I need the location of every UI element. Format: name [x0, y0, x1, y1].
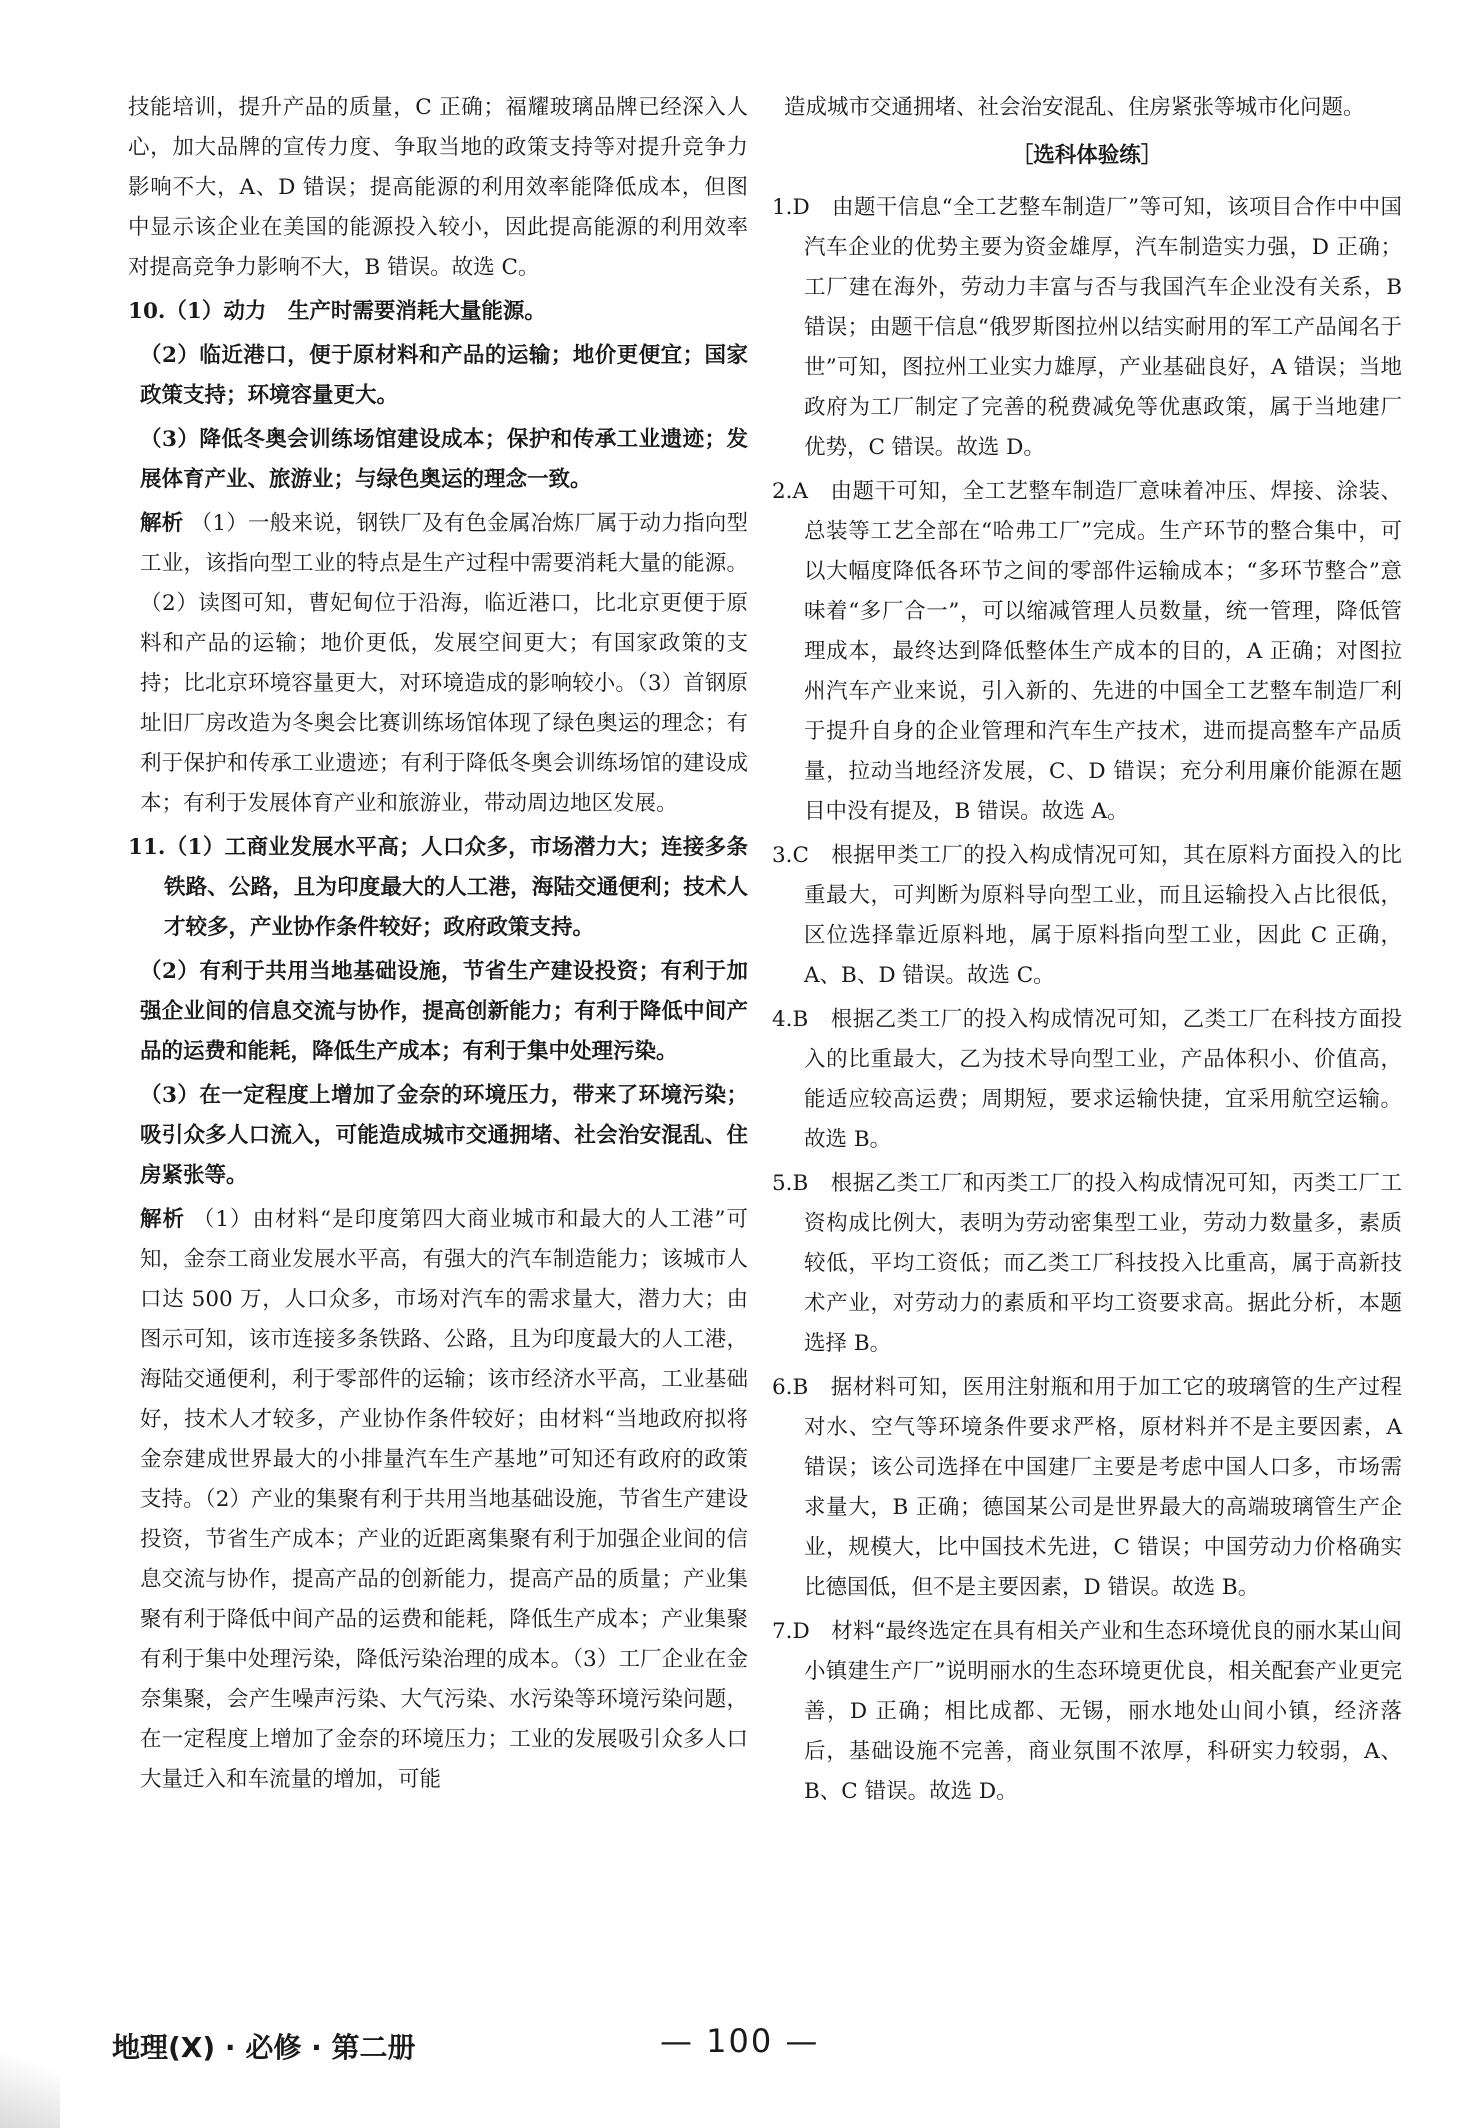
q5-answer: 5.B 根据乙类工厂和丙类工厂的投入构成情况可知，丙类工厂工资构成比例大，表明为劳动密集型工业，劳动力数量多，素质较低，平均工资低；而乙类工厂科技投入比重高，属于高新技术产业，对劳动力的素质和平均工资要求高。据此分析，本题选择 B。 [772, 1171, 1402, 1356]
section-title: ［选科体验练］ [1011, 143, 1163, 168]
q2-answer: 2.A 由题干可知，全工艺整车制造厂意味着冲压、焊接、涂装、总装等工艺全部在“哈弗工厂”完成。生产环节的整合集中，可以大幅度降低各环节之间的零部件运输成本；“多环节整合”意味着“多厂合一”，可以缩减管理人员数量，统一管理，降低管理成本，最终达到降低整体生产成本的目的，A 正确；对图拉州汽车产业来说，引入新的、先进的中国全工艺整车制造厂利于提升自身的企业管理和汽车生产技术，进而提高整车产品质量，拉动当地经济发展，C、D 错误；充分利用廉价能源在题目中没有提及，B 错误。故选 A。 [772, 479, 1402, 824]
q10-answer-3: （3）降低冬奥会训练场馆建设成本；保护和传承工业遗迹；发展体育产业、旅游业；与绿色奥运的理念一致。 [140, 427, 748, 492]
q10-answer-1: 10.（1）动力 生产时需要消耗大量能源。 [128, 299, 546, 324]
q10-answer-2: （2）临近港口，便于原材料和产品的运输；地价更便宜；国家政策支持；环境容量更大。 [140, 343, 748, 408]
q11-answer-3: （3）在一定程度上增加了金奈的环境压力，带来了环境污染；吸引众多人口流入，可能造成城市交通拥堵、社会治安混乱、住房紧张等。 [140, 1083, 748, 1188]
page-corner-shadow [0, 2018, 60, 2128]
q11-analysis [128, 1200, 748, 1800]
q6-answer: 6.B 据材料可知，医用注射瓶和用于加工它的玻璃管的生产过程对水、空气等环境条件要求严格，原材料并不是主要因素，A 错误；该公司选择在中国建厂主要是考虑中国人口多，市场需求量大，B 正确；德国某公司是世界最大的高端玻璃管生产企业，规模大，比中国技术先进，C 错误；中国劳动力价格确实比德国低，但不是主要因素，D 错误。故选 B。 [772, 1375, 1402, 1600]
q10-analysis [128, 504, 748, 824]
page-number: — 100 — [660, 2022, 820, 2060]
column-divider [760, 90, 761, 1990]
right-column [772, 88, 1402, 1816]
q11-answer-2: （2）有利于共用当地基础设施，节省生产建设投资；有利于加强企业间的信息交流与协作，提高创新能力；有利于降低中间产品的运费和能耗，降低生产成本；有利于集中处理污染。 [140, 959, 748, 1064]
analysis-label: 解析 [140, 511, 184, 536]
q1-answer: 1.D 由题干信息“全工艺整车制造厂”等可知，该项目合作中中国汽车企业的优势主要为资金雄厚，汽车制造实力强，D 正确；工厂建在海外，劳动力丰富与否与我国汽车企业没有关系，B 错误；由题干信息“俄罗斯图拉州以结实耐用的军工产品闻名于世”可知，图拉州工业实力雄厚，产业基础良好，A 错误；当地政府为工厂制定了完善的税费减免等优惠政策，属于当地建厂优势，C 错误。故选 D。 [772, 195, 1402, 460]
q4-answer: 4.B 根据乙类工厂的投入构成情况可知，乙类工厂在科技方面投入的比重最大，乙为技术导向型工业，产品体积小、价值高，能适应较高运费；周期短，要求运输快捷，宜采用航空运输。故选 B。 [772, 1007, 1402, 1152]
book-title: 地理(X) · 必修 · 第二册 [112, 2031, 416, 2064]
q10-analysis-text: （1）一般来说，钢铁厂及有色金属冶炼厂属于动力指向型工业，该指向型工业的特点是生产过程中需要消耗大量的能源。（2）读图可知，曹妃甸位于沿海，临近港口，比北京更便于原料和产品的运输；地价更低，发展空间更大；有国家政策的支持；比北京环境容量更大，对环境造成的影响较小。（3）首钢原址旧厂房改造为冬奥会比赛训练场馆体现了绿色奥运的理念；有利于保护和传承工业遗迹；有利于降低冬奥会训练场馆的建设成本；有利于发展体育产业和旅游业，带动周边地区发展。 [140, 511, 748, 816]
q11-analysis-continued: 造成城市交通拥堵、社会治安混乱、住房紧张等城市化问题。 [784, 95, 1365, 120]
q11-answer-1: 11.（1）工商业发展水平高；人口众多，市场潜力大；连接多条铁路、公路，且为印度最大的人工港，海陆交通便利；技术人才较多，产业协作条件较好；政府政策支持。 [128, 835, 748, 940]
q11-analysis-text: （1）由材料“是印度第四大商业城市和最大的人工港”可知，金奈工商业发展水平高，有强大的汽车制造能力；该城市人口达 500 万，人口众多，市场对汽车的需求量大，潜力大；由图示可知，该市连接多条铁路、公路，且为印度最大的人工港，海陆交通便利，利于零部件的运输；该市经济水平高，工业基础好，技术人才较多，产业协作条件较好；由材料“当地政府拟将金奈建成世界最大的小排量汽车生产基地”可知还有政府的政策支持。（2）产业的集聚有利于共用当地基础设施，节省生产建设投资，节省生产成本；产业的近距离集聚有利于加强企业间的信息交流与协作，提高产品的创新能力，提高产品的质量；产业集聚有利于降低中间产品的运费和能耗，降低生产成本；产业集聚有利于集中处理污染，降低污染治理的成本。（3）工厂企业在金奈集聚，会产生噪声污染、大气污染、水污染等环境污染问题，在一定程度上增加了金奈的环境压力；工业的发展吸引众多人口大量迁入和车流量的增加，可能 [140, 1207, 748, 1792]
q3-answer: 3.C 根据甲类工厂的投入构成情况可知，其在原料方面投入的比重最大，可判断为原料导向型工业，而且运输投入占比很低，区位选择靠近原料地，属于原料指向型工业，因此 C 正确，A、B、D 错误。故选 C。 [772, 843, 1402, 988]
analysis-label: 解析 [140, 1207, 185, 1232]
left-column [128, 88, 748, 1804]
q7-answer: 7.D 材料“最终选定在具有相关产业和生态环境优良的丽水某山间小镇建生产厂”说明丽水的生态环境更优良，相关配套产业更完善，D 正确；相比成都、无锡，丽水地处山间小镇，经济落后，基础设施不完善，商业氛围不浓厚，科研实力较弱，A、B、C 错误。故选 D。 [772, 1619, 1402, 1804]
q9-explanation-tail: 技能培训，提升产品的质量，C 正确；福耀玻璃品牌已经深入人心，加大品牌的宣传力度、争取当地的政策支持等对提升竞争力影响不大，A、D 错误；提高能源的利用效率能降低成本，但图中显示该企业在美国的能源投入较小，因此提高能源的利用效率对提高竞争力影响不大，B 错误。故选 C。 [128, 95, 748, 280]
